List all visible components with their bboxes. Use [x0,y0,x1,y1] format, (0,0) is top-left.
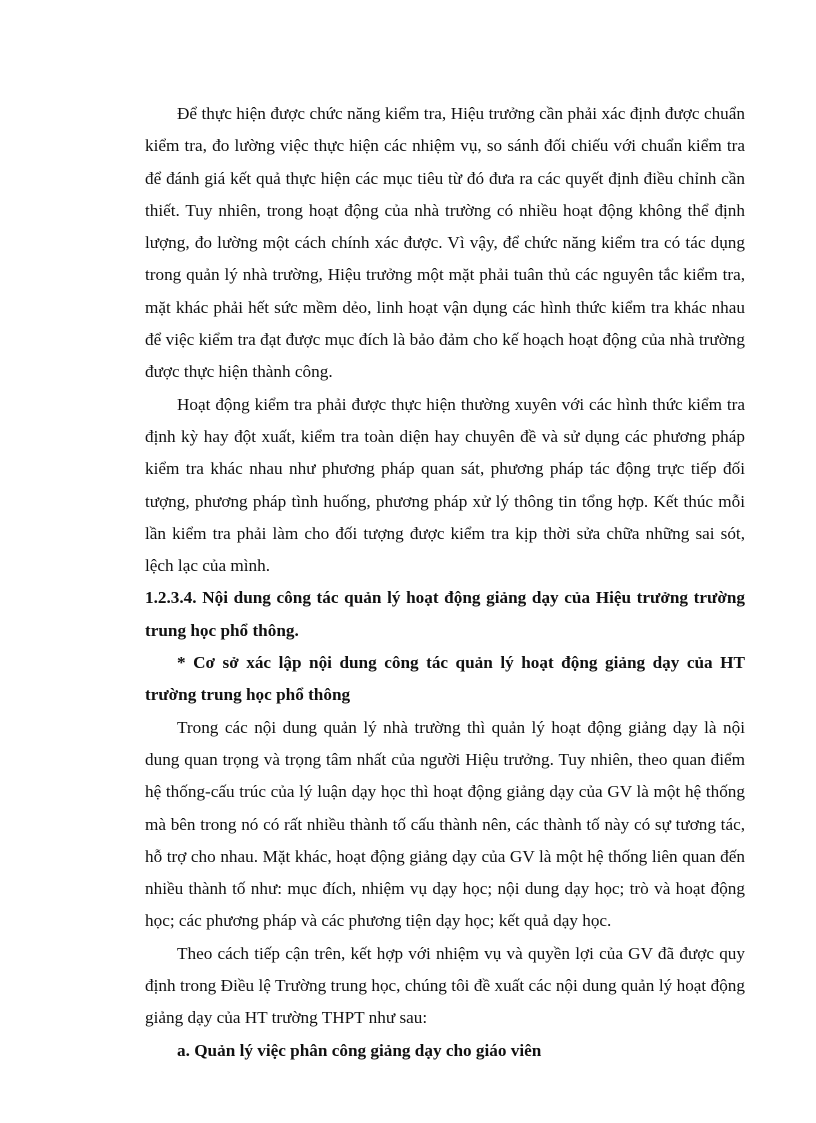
item-heading: a. Quản lý việc phân công giảng dạy cho giáo viên [177,1040,542,1060]
section-heading: 1.2.3.4. Nội dung công tác quản lý hoạt động giảng dạy của Hiệu trưởng trường trung học phổ thông. [145,588,745,640]
paragraph-teaching-management: Trong các nội dung quản lý nhà trường thì quản lý hoạt động giảng dạy là nội dung quan trọng và trọng tâm nhất của người Hiệu trưởng. Tuy nhiên, theo quan điểm hệ thống-cấu trúc của lý luận dạy học thì hoạt động giảng dạy của GV là một hệ thống mà bên trong nó có rất nhiều thành tố cấu thành nên, các thành tố này có sự tương tác, hỗ trợ cho nhau. Mặt khác, hoạt động giảng dạy của GV là một hệ thống liên quan đến nhiều thành tố như: mục đích, nhiệm vụ dạy học; nội dung dạy học; trò và hoạt động học; các phương pháp và các phương tiện dạy học; kết quả dạy học. [145,717,745,931]
paragraph-inspection-function: Để thực hiện được chức năng kiểm tra, Hiệu trưởng cần phải xác định được chuẩn kiểm tra, đo lường việc thực hiện các nhiệm vụ, so sánh đối chiếu với chuẩn kiểm tra để đánh giá kết quả thực hiện các mục tiêu từ đó đưa ra các quyết định điều chỉnh cần thiết. Tuy nhiên, trong hoạt động của nhà trường có nhiều hoạt động không thể định lượng, đo lường một cách chính xác được. Vì vậy, để chức năng kiểm tra có tác dụng trong quản lý nhà trường, Hiệu trưởng một mặt phải tuân thủ các nguyên tắc kiểm tra, mặt khác phải hết sức mềm dẻo, linh hoạt vận dụng các hình thức kiểm tra khác nhau để việc kiểm tra đạt được mục đích là bảo đảm cho kế hoạch hoạt động của nhà trường được thực hiện thành công. [145,104,745,382]
subsection-heading: * Cơ sở xác lập nội dung công tác quản lý hoạt động giảng dạy của HT trường trung học phổ thông [145,653,745,705]
page-body [145,98,745,1067]
paragraph-inspection-activities: Hoạt động kiểm tra phải được thực hiện thường xuyên với các hình thức kiểm tra định kỳ hay đột xuất, kiểm tra toàn diện hay chuyên đề và sử dụng các phương pháp kiểm tra khác nhau như phương pháp quan sát, phương pháp tác động trực tiếp đối tượng, phương pháp tình huống, phương pháp xử lý thông tin tổng hợp. Kết thúc mỗi lần kiểm tra phải làm cho đối tượng được kiểm tra kịp thời sửa chữa những sai sót, lệch lạc của mình. [145,394,745,576]
paragraph-approach: Theo cách tiếp cận trên, kết hợp với nhiệm vụ và quyền lợi của GV đã được quy định trong Điều lệ Trường trung học, chúng tôi đề xuất các nội dung quản lý hoạt động giảng dạy của HT trường THPT như sau: [145,943,745,1028]
